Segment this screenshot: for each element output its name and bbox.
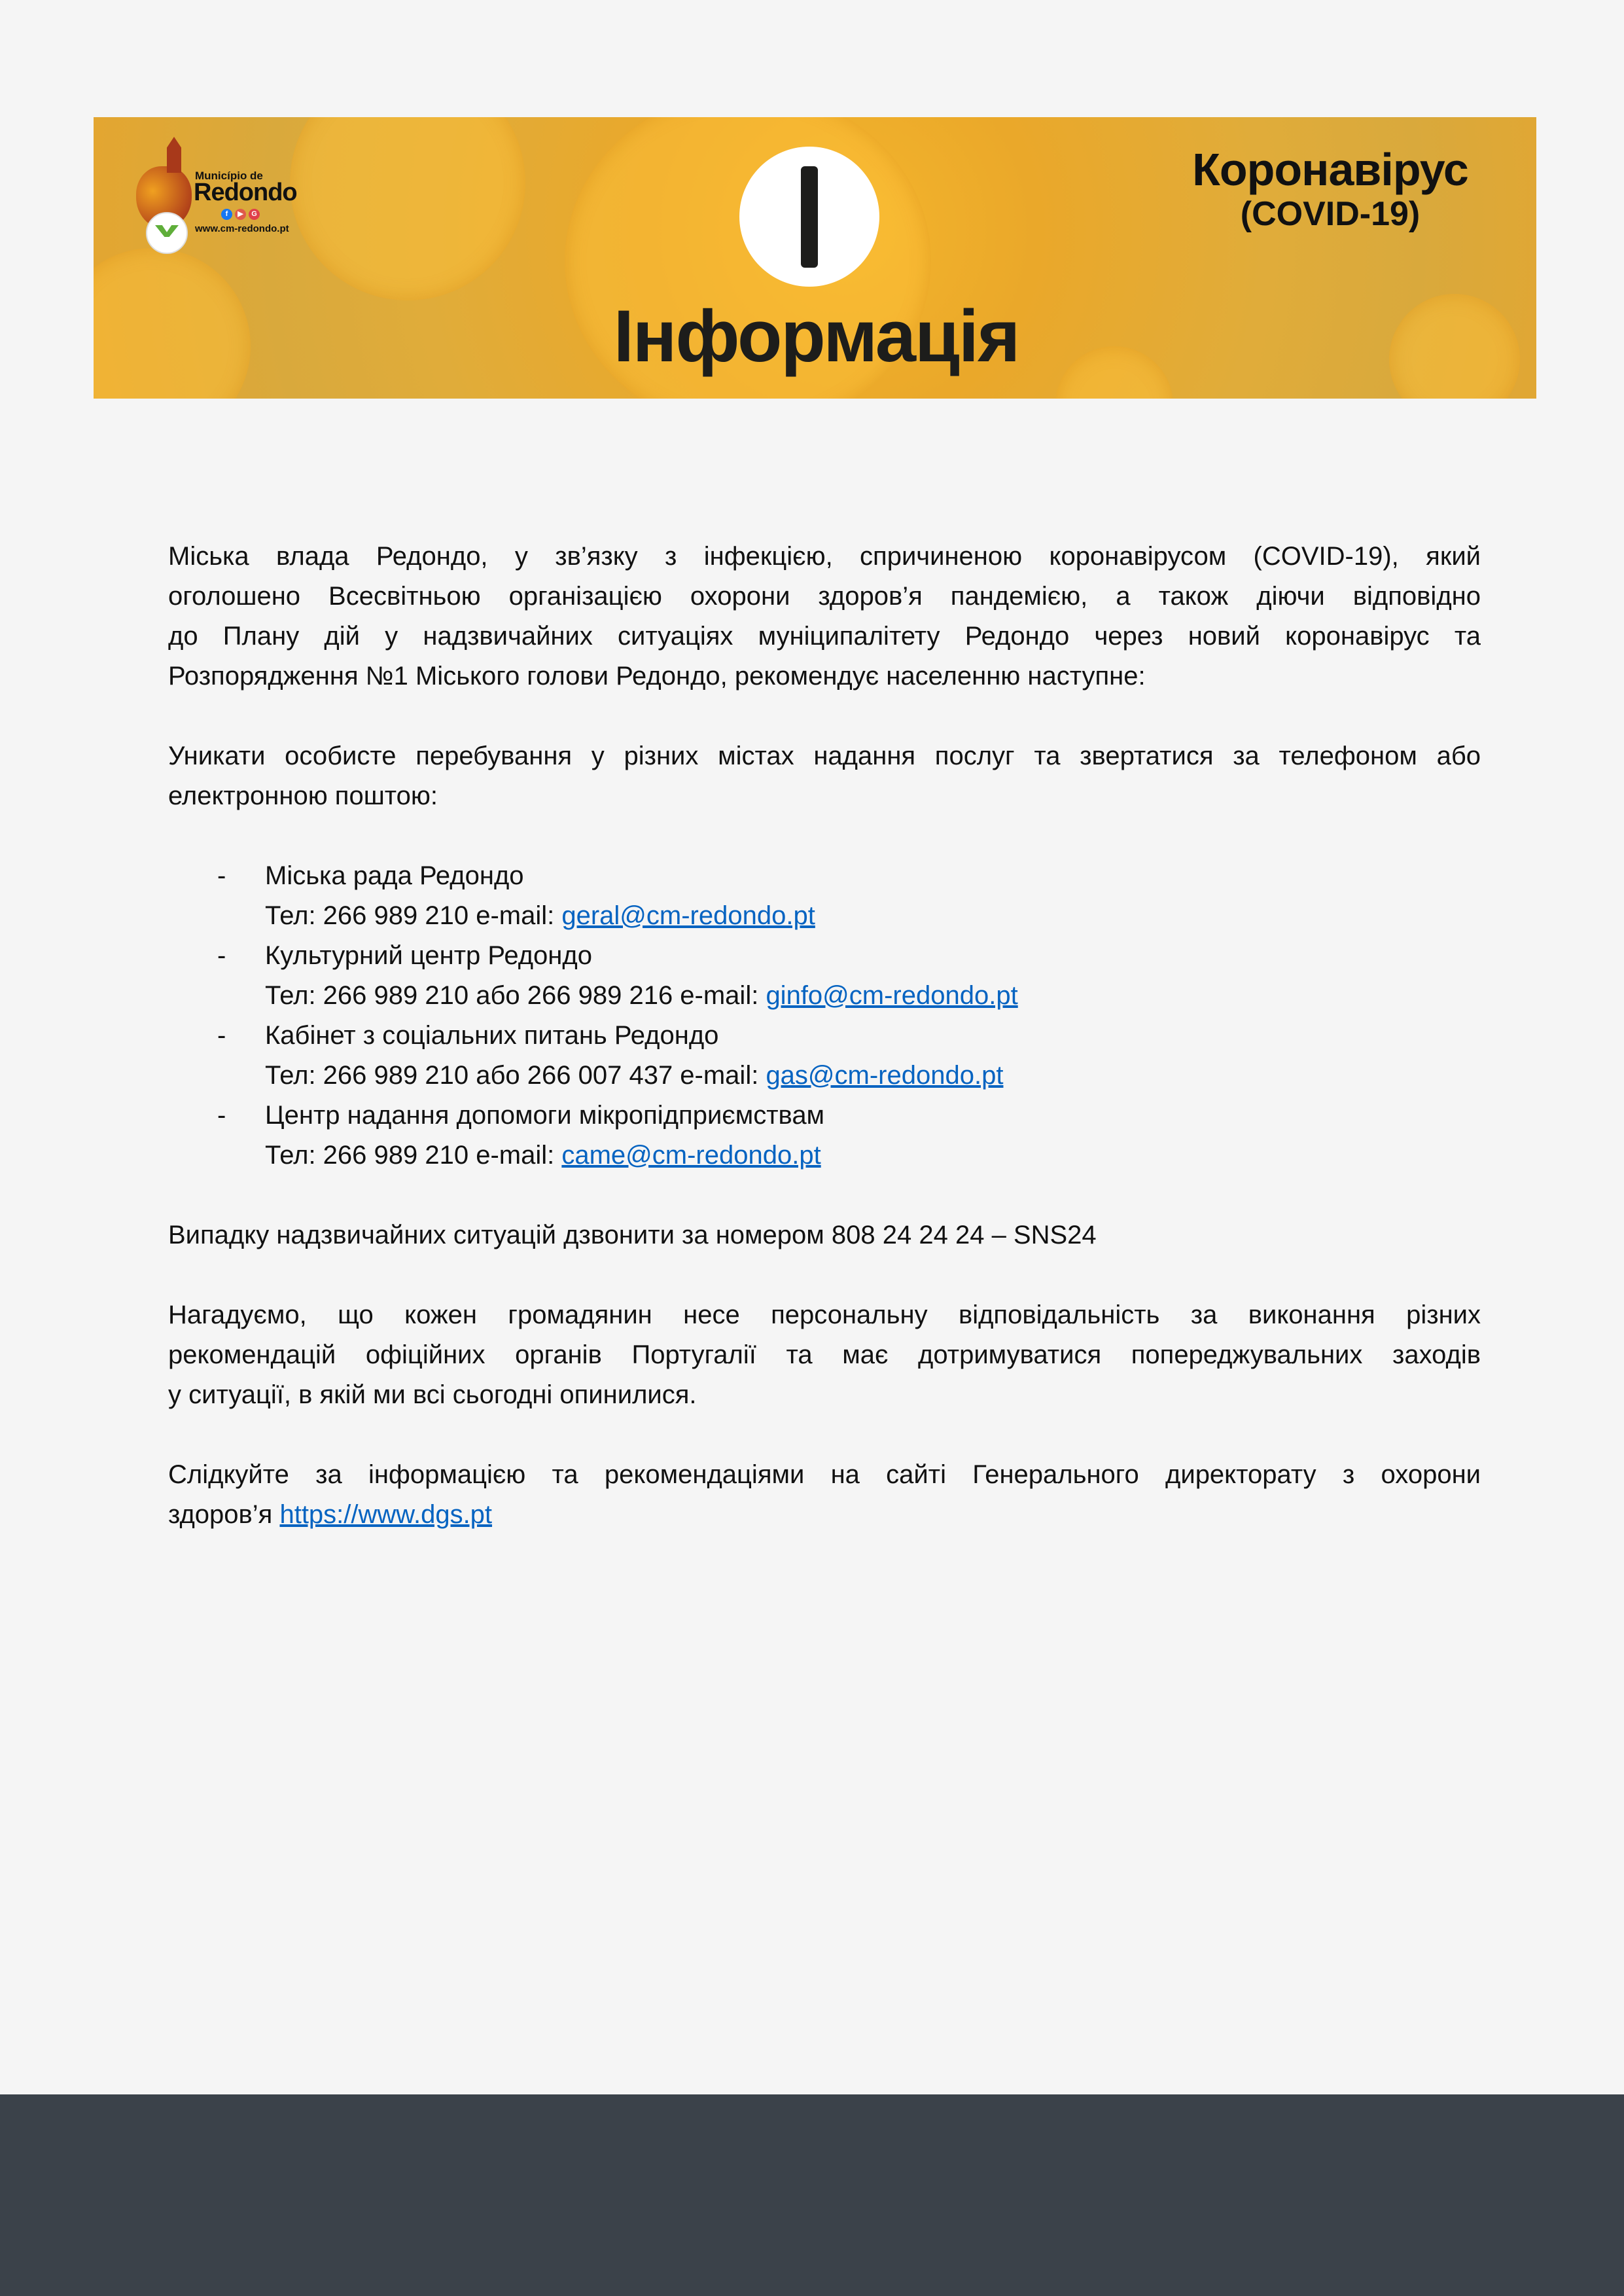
text-line: Уникати особисте перебування у різних містах надання послуг та звертатися за телефоном або	[168, 742, 1481, 770]
email-link[interactable]: gas@cm-redondo.pt	[766, 1061, 1004, 1090]
text-line: Нагадуємо, що кожен громадянин несе персональну відповідальність за виконання різних	[168, 1300, 1481, 1329]
bullet-dash: -	[217, 941, 226, 970]
inclusiva-badge-icon	[146, 212, 188, 254]
contact-list	[168, 856, 1481, 1175]
page-title: Інформація	[613, 295, 1019, 377]
contact-phone: Тел: 266 989 210 e-mail:	[265, 1141, 562, 1170]
text-line: до Плану дій у надзвичайних ситуаціях муніципалітету Редондо через новий коронавірус та	[168, 622, 1481, 651]
google-plus-icon[interactable]: G	[249, 209, 260, 220]
bullet-dash: -	[217, 861, 226, 890]
info-icon	[739, 147, 879, 287]
contact-phone: Тел: 266 989 210 або 266 007 437 e-mail:	[265, 1061, 766, 1090]
avoid-paragraph	[168, 736, 1481, 816]
contact-name: Культурний центр Редондо	[265, 941, 592, 970]
contact-name: Кабінет з соціальних питань Редондо	[265, 1021, 719, 1050]
footer-band	[0, 2094, 1624, 2296]
dgs-website-link[interactable]: https://www.dgs.pt	[279, 1500, 493, 1529]
email-link[interactable]: geral@cm-redondo.pt	[561, 901, 815, 930]
bullet-dash: -	[217, 1021, 226, 1050]
text-line: Розпорядження №1 Міського голови Редондо, рекомендує населенню наступне:	[168, 662, 1146, 691]
email-link[interactable]: came@cm-redondo.pt	[561, 1141, 821, 1170]
contact-name: Центр надання допомоги мікропідприємствам	[265, 1101, 825, 1130]
document-body	[168, 537, 1481, 1575]
text-line: Міська влада Редондо, у зв’язку з інфекцією, спричиненою коронавірусом (COVID-19), який	[168, 542, 1481, 571]
facebook-icon[interactable]: f	[221, 209, 232, 220]
contact-name: Міська рада Редондо	[265, 861, 524, 890]
text-line: Слідкуйте за інформацією та рекомендаціями на сайті Генерального директорату з охорони	[168, 1460, 1481, 1489]
text-line: здоров’я	[168, 1500, 280, 1529]
text-line: електронною поштою:	[168, 781, 438, 810]
list-item	[168, 1016, 1481, 1096]
municipality-logo	[133, 137, 329, 255]
contact-phone: Тел: 266 989 210 або 266 989 216 e-mail:	[265, 981, 766, 1010]
topic-subtitle: (COVID-19)	[1240, 195, 1421, 233]
tower-emblem-icon	[167, 137, 181, 173]
header-banner	[94, 117, 1536, 399]
list-item	[168, 1096, 1481, 1175]
list-item	[168, 856, 1481, 936]
logo-url: www.cm-redondo.pt	[195, 223, 289, 234]
text-line: у ситуації, в якій ми всі сьогодні опинилися.	[168, 1380, 697, 1409]
emergency-paragraph: Випадку надзвичайних ситуацій дзвонити за номером 808 24 24 24 – SNS24	[168, 1221, 1097, 1249]
text-line: рекомендацій офіційних органів Португалії та має дотримуватися попереджувальних заходів	[168, 1340, 1481, 1369]
youtube-icon[interactable]: ▶	[235, 209, 246, 220]
follow-paragraph	[168, 1455, 1481, 1535]
logo-line2: Redondo	[194, 179, 297, 206]
text-line: оголошено Всесвітньою організацією охорони здоров’я пандемією, а також діючи відповідно	[168, 582, 1481, 611]
topic-title: Коронавірус	[1192, 144, 1468, 195]
reminder-paragraph	[168, 1295, 1481, 1415]
intro-paragraph	[168, 537, 1481, 696]
contact-phone: Тел: 266 989 210 e-mail:	[265, 901, 562, 930]
email-link[interactable]: ginfo@cm-redondo.pt	[766, 981, 1018, 1010]
list-item	[168, 936, 1481, 1016]
bullet-dash: -	[217, 1101, 226, 1130]
logo-line1: Município de	[195, 170, 263, 182]
